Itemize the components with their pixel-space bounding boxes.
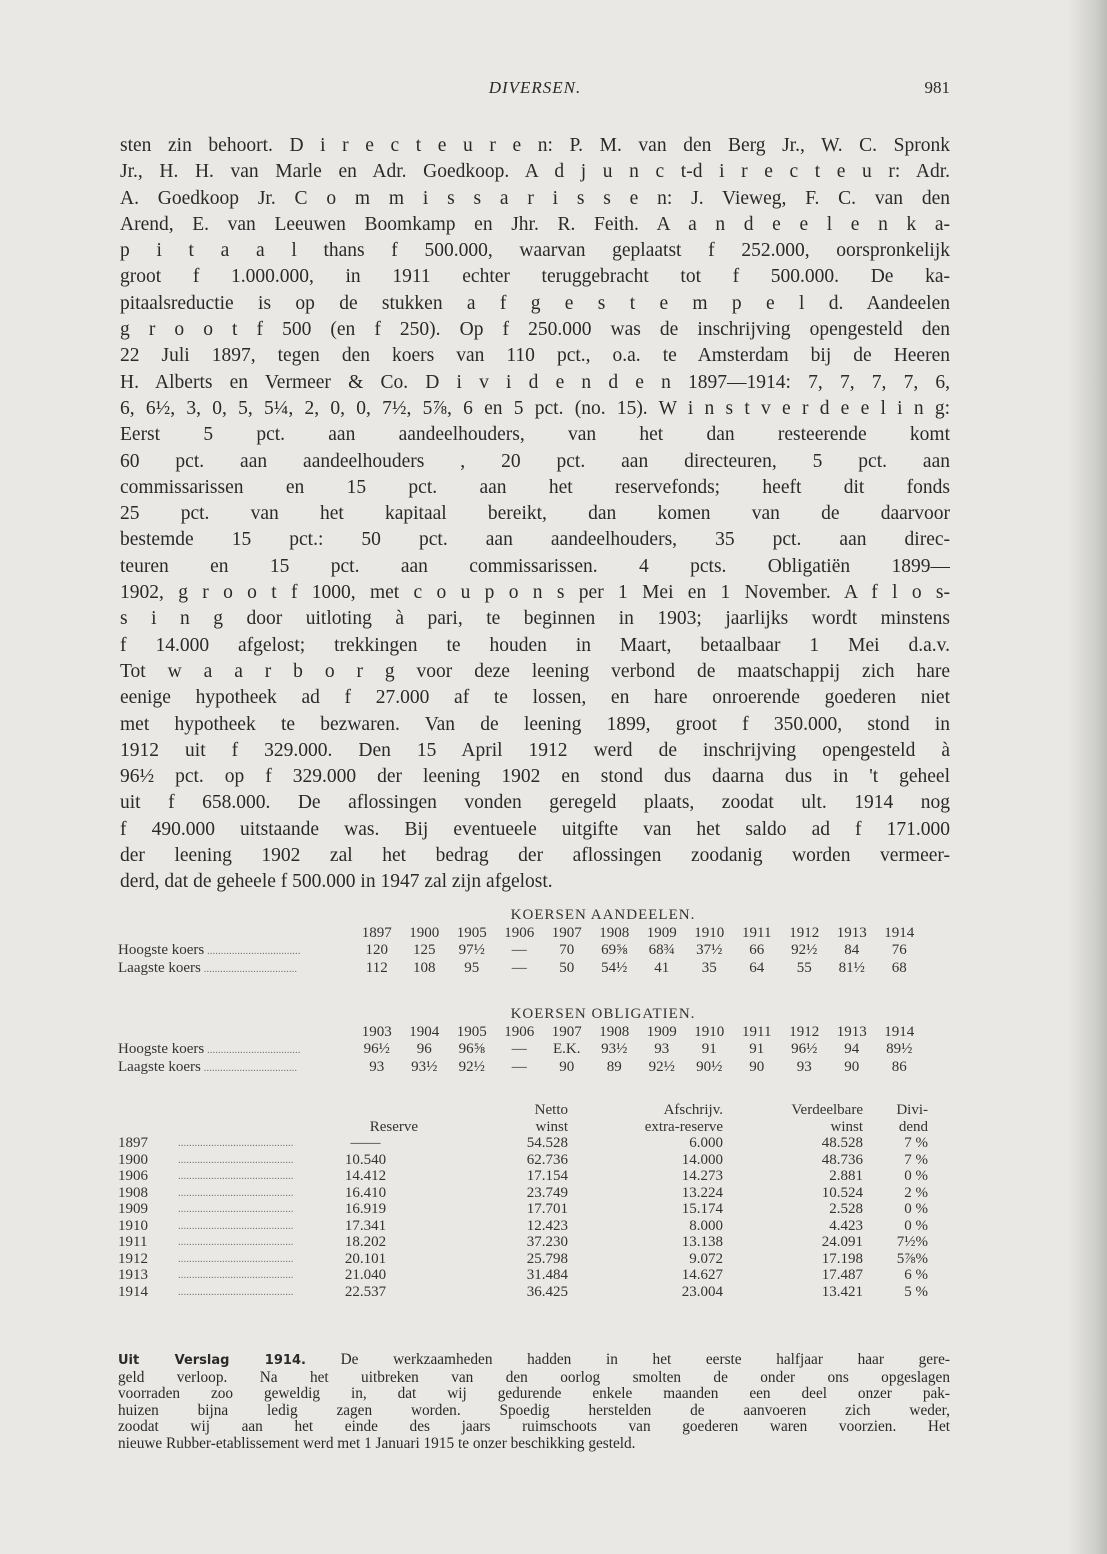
table-cell: 93 [654,1041,670,1057]
body-line: uit f 658.000. De aflossingen vonden geregeld plaats, zoodat ult. 1914 nog [120,792,950,814]
table-cell: 18.202 [344,1234,387,1250]
body-line: 60 pct. aan aandeelhouders , 20 pct. aan directeuren, 5 pct. aan [120,450,950,472]
table-cell: 120 [365,942,388,958]
table-cell: 23.004 [681,1283,723,1300]
table-cell: 24.091 [821,1234,863,1250]
note-line [118,1352,950,1370]
table-cell: 16.919 [344,1201,387,1217]
table-cell: 17.154 [526,1168,568,1184]
table-cell: 112 [365,960,388,976]
table-row [118,1267,938,1284]
table-cell: 13.224 [681,1184,723,1201]
table-cell: 16.410 [344,1184,387,1201]
note-line [118,1370,950,1387]
table-row [118,1152,938,1169]
table-row [118,1251,938,1268]
table-cell: 8.000 [689,1217,723,1234]
table-cell: 108 [413,960,436,976]
leader-dots: .......................................... [178,1203,294,1215]
body-line: derd, dat de geheele f 500.000 in 1947 zal zijn afgelost. [120,871,553,893]
table-cell: 91 [749,1041,765,1057]
year-header: 1912 [789,925,820,941]
table-cell: 2.528 [829,1201,863,1217]
table-row [118,1135,938,1152]
table-cell: 7 % [904,1135,928,1151]
year-cell: 1913 [118,1267,148,1283]
header-row [118,1119,938,1136]
note-line-text: huizen bijna ledig zagen worden. Spoedig herstelden de aanvoeren zich weder, [118,1402,950,1419]
leader-dots: .......................................... [178,1137,294,1149]
table-cell: 48.736 [821,1151,863,1168]
column-header [313,1102,418,1119]
table-cell: 36.425 [526,1283,568,1300]
body-line: Eerst 5 pct. aan aandeelhouders, van het dan resteerende komt [120,424,950,446]
table-cell: 37.230 [526,1234,568,1250]
table-cell: 12.423 [526,1217,568,1234]
table-row [118,942,938,960]
table-cell: 62.736 [526,1151,568,1168]
table-cell: 125 [413,942,436,958]
table-cell: 48.528 [821,1135,863,1151]
column-header: Divi- [896,1102,928,1118]
body-line: Jr., H. H. van Marle en Adr. Goedkoop. A d j u n c t-d i r e c t e u r: Adr. [120,161,950,183]
table-cell: — [511,942,527,958]
year-cell: 1909 [118,1201,148,1217]
row-label-text: Hoogste koers [118,942,205,958]
spacer [178,1119,313,1136]
table-cell: 5 % [904,1283,928,1300]
annual-report-note [118,1352,950,1453]
body-line: 96½ pct. op f 329.000 der leening 1902 en stond dus daarna dus in 't geheel [120,766,950,788]
page-number: 981 [924,78,950,97]
leader-dots: .......................................... [178,1269,294,1281]
table-cell: 68 [891,960,907,976]
table-cell: 21.040 [344,1267,387,1283]
table-cell: 54.528 [526,1135,568,1151]
table-cell: 6 % [904,1267,928,1283]
column-header: extra-reserve [644,1118,723,1135]
table-cell: 37½ [696,942,723,958]
leader-dots: .................................. [204,1044,301,1056]
table-row [118,960,938,978]
table-cell: 14.412 [344,1168,387,1184]
table-title: KOERSEN OBLIGATIEN. [510,1006,696,1022]
table-cell: 14.000 [681,1151,723,1168]
body-line: H. Alberts en Vermeer & Co. D i v i d e n d e n 1897—1914: 7, 7, 7, 7, 6, [120,371,950,393]
body-line: 25 pct. van het kapitaal bereikt, dan komen van de daarvoor [120,503,950,525]
table-cell: 41 [654,960,670,976]
table-cell: 9.072 [689,1250,723,1267]
table-cell: 17.487 [821,1267,863,1283]
table-cell: 13.138 [681,1234,723,1250]
leader-dots: .......................................... [178,1219,294,1232]
table-cell: 31.484 [526,1267,568,1283]
table-cell: 81½ [838,960,865,976]
table-row [118,1284,938,1301]
year-header: 1908 [599,1024,630,1040]
body-line: 22 Juli 1897, tegen den koers van 110 pct., o.a. te Amsterdam bij de Heeren [120,345,950,367]
body-line: teuren en 15 pct. aan commissarissen. 4 pcts. Obligatiën 1899— [120,555,950,577]
table-cell: 35 [701,960,717,976]
spacer [118,1102,178,1119]
row-label-text: Hoogste koers [118,1041,205,1057]
table-row [118,1059,938,1077]
table-cell: 97½ [458,942,485,958]
body-line: g r o o t f 500 (en f 250). Op f 250.000 was de inschrijving opengesteld den [120,319,950,341]
year-header: 1907 [551,1024,582,1040]
leader-dots: .......................................... [178,1285,294,1298]
table-cell: — [511,1059,527,1075]
table-cell: 10.524 [821,1184,863,1201]
body-line: Tot w a a r b o r g voor deze leening verbond de maatschappij zich hare [120,660,950,682]
year-cell: 1897 [118,1135,148,1151]
year-header: 1909 [646,925,677,941]
year-header: 1910 [694,925,725,941]
body-line: p i t a a l thans f 500.000, waarvan geplaatst f 252.000, oorspronkelijk [120,240,950,262]
table-cell: 7 % [904,1151,928,1168]
year-cell: 1900 [118,1151,148,1168]
body-line: groot f 1.000.000, in 1911 echter teruggebracht tot f 500.000. De ka- [120,266,950,288]
table-cell: 90 [749,1059,765,1075]
table-cell: 93 [369,1059,385,1075]
table-cell: 17.701 [526,1201,568,1217]
table-title: KOERSEN AANDEELEN. [510,907,696,923]
page-edge-shadow [1067,0,1107,1554]
year-cell: 1908 [118,1184,148,1201]
year-header: 1911 [742,925,772,941]
table-row [118,1218,938,1235]
year-header: 1906 [504,925,535,941]
note-line [118,1386,950,1403]
table-cell: 15.174 [681,1201,723,1217]
table-cell: 69⅝ [601,942,628,958]
table-cell: 14.627 [681,1267,723,1283]
table-cell: 92½ [458,1059,485,1075]
financials-table [118,1102,938,1300]
table-cell: 7½% [896,1234,928,1250]
body-line: bestemde 15 pct.: 50 pct. aan aandeelhouders, 35 pct. aan direc- [120,529,950,551]
year-header: 1905 [456,925,487,941]
year-header: 1906 [504,1024,535,1040]
table-cell: 0 % [904,1201,928,1217]
year-cell: 1910 [118,1217,148,1234]
table-cell: 91 [701,1041,717,1057]
note-line-text: geld verloop. Na het uitbreken van den oorlog smolten de onder ons opgeslagen [118,1369,950,1386]
row-label-text: Laagste koers [118,960,201,976]
spacer [118,925,353,942]
table-cell: 90 [844,1059,860,1075]
year-cell: 1912 [118,1250,148,1267]
table-cell: 5⅞% [896,1250,928,1267]
body-line: commissarissen en 15 pct. aan het reservefonds; heeft dit fonds [120,476,950,498]
row-label [118,1059,353,1077]
column-header: winst [830,1118,863,1135]
table-cell: 23.749 [526,1184,568,1201]
leader-dots: .......................................... [178,1252,294,1265]
column-header: winst [535,1118,568,1135]
row-label-text: Laagste koers [118,1059,201,1075]
leader-dots: .................................. [200,1062,298,1074]
koersen-obligatien-table [118,1004,938,1077]
row-label [118,960,353,978]
year-header: 1912 [789,1024,820,1040]
table-row [118,1234,938,1251]
running-title: DIVERSEN. [488,78,582,97]
table-cell: 70 [559,942,575,958]
table-cell: 4.423 [829,1217,863,1234]
year-header: 1897 [361,925,392,941]
year-header: 1911 [742,1024,772,1040]
column-header: Reserve [369,1118,418,1135]
table-cell: 0 % [904,1217,928,1234]
table-row [118,1168,938,1185]
body-line: 6, 6½, 3, 0, 5, 5¼, 2, 0, 0, 7½, 5⅞, 6 en 5 pct. (no. 15). W i n s t v e r d e e l i n g: [120,397,950,419]
year-header: 1905 [456,1024,487,1040]
table-cell: 55 [796,960,812,976]
body-line: 1902, g r o o t f 1000, met c o u p o n s per 1 Mei en 1 November. A f l o s- [120,582,950,604]
year-header: 1904 [409,1024,440,1040]
table-cell: 17.198 [821,1250,863,1267]
body-line: s i n g door uitloting à pari, te beginnen in 1903; jaarlijks wordt minstens [120,608,950,630]
body-line: 1912 uit f 329.000. Den 15 April 1912 werd de inschrijving opengesteld à [120,739,950,761]
table-cell: — [511,960,527,976]
year-header: 1914 [884,925,915,941]
body-line: met hypotheek te bezwaren. Van de leening 1899, groot f 350.000, stond in [120,713,950,735]
column-header: Netto [534,1102,568,1118]
table-cell: 25.798 [526,1250,568,1267]
table-cell: 92½ [791,942,818,958]
koersen-aandeelen-table [118,905,938,978]
table-cell: 86 [891,1059,907,1075]
table-cell: 96 [416,1041,432,1057]
note-line [118,1436,950,1453]
note-line-text: zoodat wij aan het einde des jaars ruimschoots van goederen waren voorzien. Het [118,1419,950,1436]
table-cell: 2.881 [829,1168,863,1184]
table-cell: 13.421 [821,1283,863,1300]
table-cell: 90 [559,1059,575,1075]
spacer [118,1024,353,1041]
table-cell: 90½ [696,1059,723,1075]
year-header: 1913 [836,925,867,941]
year-header-row [118,925,938,942]
year-header: 1903 [361,1024,392,1040]
table-cell: 95 [464,960,480,976]
table-cell: 10.540 [344,1151,387,1168]
body-line: Arend, E. van Leeuwen Boomkamp en Jhr. R. Feith. A a n d e e l e n k a- [120,213,950,235]
table-cell: 20.101 [344,1250,387,1267]
body-line: sten zin behoort. D i r e c t e u r e n: P. M. van den Berg Jr., W. C. Spronk [120,135,950,156]
table-row [118,1185,938,1202]
table-cell: 94 [844,1041,860,1057]
year-header: 1909 [646,1024,677,1040]
body-line: f 490.000 uitstaande was. Bij eventueele uitgifte van het saldo ad f 171.000 [120,818,950,840]
table-cell: 93½ [601,1041,628,1057]
body-line: der leening 1902 zal het bedrag der aflossingen zoodanig worden vermeer- [120,845,950,867]
body-line: pitaalsreductie is op de stukken a f g e s t e m p e l d. Aandeelen [120,292,950,314]
table-cell: —— [350,1135,381,1151]
table-cell: 96½ [791,1041,818,1057]
leader-dots: .................................. [204,945,301,957]
column-header: Verdeelbare [791,1102,863,1118]
table-cell: 64 [749,960,765,976]
leader-dots: .......................................... [178,1170,294,1182]
leader-dots: .................................. [200,963,298,975]
table-row [118,1041,938,1059]
note-line [118,1419,950,1436]
year-header-row [118,1024,938,1041]
table-cell: 89½ [886,1041,913,1057]
year-header: 1900 [409,925,440,941]
table-cell: 6.000 [689,1135,723,1151]
leader-dots: .......................................... [178,1186,294,1199]
body-line: A. Goedkoop Jr. C o m m i s s a r i s s e n: J. Vieweg, F. C. van den [120,187,950,209]
table-cell: 2 % [904,1184,928,1201]
year-header: 1913 [836,1024,867,1040]
page-header [120,78,950,102]
year-header: 1908 [599,925,630,941]
table-cell: 89 [606,1059,622,1075]
table-cell: 14.273 [681,1168,723,1184]
table-cell: E.K. [553,1041,581,1057]
year-cell: 1906 [118,1168,148,1184]
note-line-text: voorraden zoo geweldig in, dat wij gedurende enkele maanden een deel onzer pak- [118,1386,950,1403]
table-cell: 76 [891,942,907,958]
table-row [118,1201,938,1218]
column-header: Afschrijv. [663,1102,723,1118]
row-label [118,1041,353,1059]
row-label [118,942,353,960]
table-cell: 93½ [411,1059,438,1075]
leader-dots: .......................................... [178,1236,294,1248]
year-cell: 1911 [118,1234,148,1250]
note-line-text: De werkzaamheden hadden in het eerste halfjaar haar gere- [305,1352,950,1368]
header-row [118,1102,938,1119]
table-cell: 22.537 [344,1283,387,1300]
table-cell: 17.341 [344,1217,387,1234]
body-line: f 14.000 afgelost; trekkingen te houden in Maart, betaalbaar 1 Mei d.a.v. [120,634,950,656]
note-heading: Uit Verslag 1914. [118,1353,306,1368]
table-cell: 50 [559,960,575,976]
year-header: 1910 [694,1024,725,1040]
spacer [118,1119,178,1136]
year-cell: 1914 [118,1283,148,1300]
note-line [118,1403,950,1420]
leader-dots: .......................................... [178,1153,294,1166]
column-header: dend [898,1118,928,1135]
table-cell: 0 % [904,1168,928,1184]
table-cell: 66 [749,942,765,958]
body-text [120,133,950,896]
table-cell: 54½ [601,960,628,976]
year-header: 1914 [884,1024,915,1040]
table-cell: 93 [796,1059,812,1075]
table-cell: 96½ [363,1041,390,1057]
note-line-text: nieuwe Rubber-etablissement werd met 1 Januari 1915 te onzer beschikking gesteld. [118,1435,636,1452]
year-header: 1907 [551,925,582,941]
table-cell: 68¾ [648,942,675,958]
body-line: eenige hypotheek ad f 27.000 af te lossen, en hare onroerende goederen niet [120,687,950,709]
table-cell: 92½ [648,1059,675,1075]
table-cell: — [511,1041,527,1057]
spacer [178,1102,313,1119]
table-cell: 84 [844,942,860,958]
table-cell: 96⅝ [458,1041,485,1057]
